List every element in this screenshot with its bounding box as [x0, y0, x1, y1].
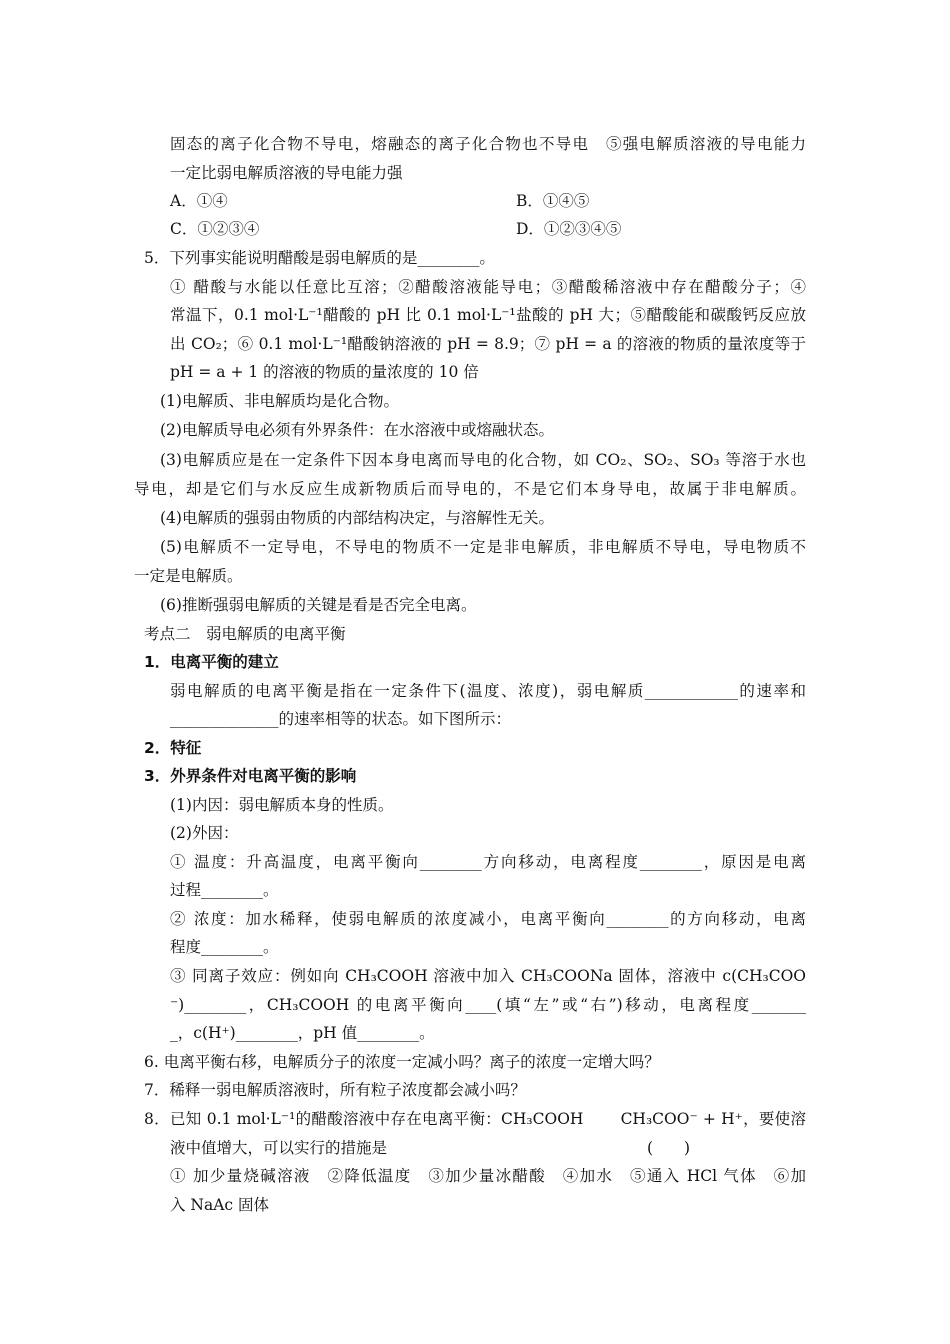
note-5-line-2: 一定是电解质。	[134, 567, 243, 585]
heading-3: 3．外界条件对电离平衡的影响	[144, 767, 357, 785]
note-6: (6)推断强弱电解质的关键是看是否完全电离。	[160, 596, 477, 614]
q8-line-4: 入 NaAc 固体	[170, 1196, 270, 1214]
heading-1-line-1: 弱电解质的电离平衡是指在一定条件下(温度、浓度)，弱电解质____________的速率和	[170, 682, 806, 700]
q5-line-4: pH = a + 1 的溶液的物质的量浓度的 10 倍	[170, 363, 479, 381]
q8-line-3: ① 加少量烧碱溶液 ②降低温度 ③加少量冰醋酸 ④加水 ⑤通入 HCl 气体 ⑥加	[170, 1167, 806, 1185]
note-3-line-1: (3)电解质应是在一定条件下因本身电离而导电的化合物，如 CO₂、SO₂、SO₃ 等溶于水也	[160, 451, 806, 469]
q4-option-c: C．①②③④	[170, 220, 260, 238]
q5-line-1: ① 醋酸与水能以任意比互溶；②醋酸溶液能导电；③醋酸稀溶液中存在醋酸分子；④	[170, 278, 806, 296]
heading-1-line-2: ______________的速率相等的状态。如下图所示：	[170, 710, 512, 728]
temperature-line-1: ① 温度：升高温度，电离平衡向________方向移动，电离程度________，原因是电离	[170, 853, 806, 871]
q8-line-2: 液中值增大，可以实行的措施是	[170, 1139, 388, 1157]
q5-stem: 5．下列事实能说明醋酸是弱电解质的是________。	[144, 249, 495, 267]
common-ion-line-3: _，c(H⁺)________，pH 值________。	[170, 1024, 435, 1042]
note-4: (4)电解质的强弱由物质的内部结构决定，与溶解性无关。	[160, 509, 554, 527]
note-5-line-1: (5)电解质不一定导电，不导电的物质不一定是非电解质，非电解质不导电，导电物质不	[160, 538, 806, 556]
external-factor: (2)外因：	[170, 824, 239, 842]
heading-1: 1．电离平衡的建立	[144, 653, 279, 671]
q7: 7．稀释一弱电解质溶液时，所有粒子浓度都会减小吗？	[144, 1081, 526, 1099]
common-ion-line-1: ③ 同离子效应：例如向 CH₃COOH 溶液中加入 CH₃COONa 固体，溶液中 c(CH₃COO	[170, 967, 806, 985]
q4-option-d: D．①②③④⑤	[516, 220, 622, 238]
q4-line-2: 一定比弱电解质溶液的导电能力强	[170, 164, 403, 182]
q5-line-2: 常温下，0.1 mol·L⁻¹醋酸的 pH 比 0.1 mol·L⁻¹盐酸的 pH 大；⑤醋酸能和碳酸钙反应放	[170, 306, 806, 324]
temperature-line-2: 过程________。	[170, 881, 279, 899]
section-title: 考点二 弱电解质的电离平衡	[144, 625, 346, 643]
q4-option-a: A．①④	[170, 192, 228, 210]
q4-line-1: 固态的离子化合物不导电，熔融态的离子化合物也不导电 ⑤强电解质溶液的导电能力	[170, 135, 806, 153]
internal-factor: (1)内因：弱电解质本身的性质。	[170, 796, 394, 814]
q8-answer-paren: ( )	[647, 1139, 691, 1157]
heading-2: 2．特征	[144, 739, 202, 757]
note-2: (2)电解质导电必须有外界条件：在水溶液中或熔融状态。	[160, 421, 554, 439]
q6: 6. 电离平衡右移，电解质分子的浓度一定减小吗？离子的浓度一定增大吗？	[144, 1053, 660, 1071]
q5-line-3: 出 CO₂；⑥ 0.1 mol·L⁻¹醋酸钠溶液的 pH = 8.9；⑦ pH = a 的溶液的物质的量浓度等于	[170, 335, 806, 353]
concentration-line-2: 程度________。	[170, 938, 279, 956]
concentration-line-1: ② 浓度：加水稀释，使弱电解质的浓度减小，电离平衡向________的方向移动，电离	[170, 910, 806, 928]
q4-option-b: B．①④⑤	[516, 192, 590, 210]
note-3-line-2: 导电，却是它们与水反应生成新物质后而导电的，不是它们本身导电，故属于非电解质。	[134, 480, 806, 498]
note-1: (1)电解质、非电解质均是化合物。	[160, 392, 399, 410]
common-ion-line-2: ⁻)________，CH₃COOH 的电离平衡向____(填“左”或“右”)移动，电离程度_______	[170, 996, 806, 1014]
q8-line-1: 8．已知 0.1 mol·L⁻¹的醋酸溶液中存在电离平衡：CH₃COOH CH₃COO⁻ + H⁺，要使溶	[144, 1110, 806, 1128]
